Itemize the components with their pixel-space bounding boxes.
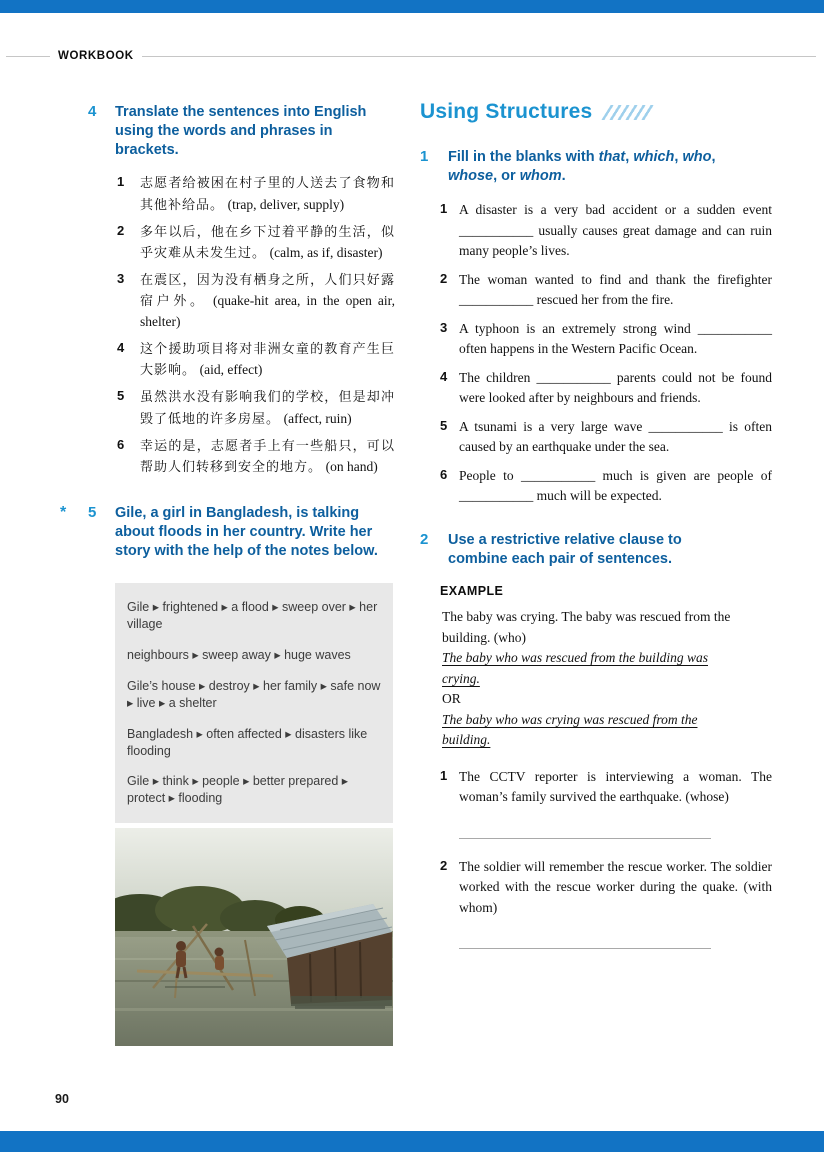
exercise-5-number: 5: [88, 503, 97, 521]
left-column: [57, 103, 395, 1046]
bottom-color-bar: [0, 1131, 824, 1152]
fill-blank-item-list: [420, 200, 772, 507]
item-number: 1: [117, 174, 125, 190]
item-text: A disaster is a very bad accident or a sudden event ___________ usually causes great damage and can ruin many people’s lives.: [459, 202, 772, 259]
example-prompt: The baby was crying. The baby was rescued from the building. (who): [442, 609, 731, 645]
hatch-decoration-icon: [602, 105, 657, 120]
exercise-1-title: Fill in the blanks with that, which, who, whose, or whom.: [448, 149, 716, 185]
translate-item: [117, 173, 395, 215]
top-color-bar: [0, 0, 824, 13]
header-rule-right: [142, 56, 816, 57]
chinese-sentence: 这个援助项目将对非洲女童的教育产生巨大影响。: [140, 342, 395, 379]
exercise-5-title: Gile, a girl in Bangladesh, is talking about floods in her country. Write her story with the help of the notes below.: [115, 504, 378, 560]
combine-item-list: [420, 767, 772, 950]
fill-blank-item: [440, 270, 772, 311]
fill-blank-item: [440, 466, 772, 507]
item-text: A typhoon is an extremely strong wind ___________ often happens in the Western Pacific Ocean.: [459, 320, 772, 357]
word-hint: (affect, ruin): [283, 410, 352, 426]
word-hint: (quake-hit area, in the open air, shelter): [140, 293, 395, 330]
note-line: Gile ▸ frightened ▸ a flood ▸ sweep over ▸ her village: [127, 600, 378, 632]
fill-blank-item: [440, 319, 772, 360]
note-line: Bangladesh ▸ often affected ▸ disasters like flooding: [127, 726, 368, 758]
exercise-2-number: 2: [420, 530, 429, 548]
optional-star: *: [60, 503, 67, 521]
header-rule-left: [6, 56, 50, 57]
item-number: 4: [117, 340, 125, 356]
story-notes-box: [115, 583, 393, 823]
fill-blank-item: [440, 417, 772, 458]
item-text: A tsunami is a very large wave ___________ is often caused by an earthquake under the sea.: [459, 418, 772, 455]
note-line: neighbours ▸ sweep away ▸ huge waves: [127, 648, 351, 663]
fill-blank-item: [440, 368, 772, 409]
item-number: 6: [117, 436, 125, 452]
fill-blank-item: [440, 200, 772, 262]
right-column: [420, 100, 772, 967]
item-text: The woman wanted to find and thank the firefighter ___________ rescued her from the fire.: [459, 271, 772, 308]
item-number: 1: [440, 767, 448, 783]
item-number: 3: [440, 319, 448, 335]
exercise-2-header: [420, 531, 772, 569]
item-number: 2: [440, 857, 448, 873]
item-text: The children ___________ parents could not be found were looked after by neighbours and friends.: [459, 369, 772, 406]
item-number: 6: [440, 466, 448, 482]
section-header: [420, 100, 772, 124]
exercise-1-header: [420, 148, 772, 186]
item-number: 4: [440, 368, 448, 384]
item-text: People to ___________ much is given are people of ___________ much will be expected.: [459, 467, 772, 504]
translate-item: [117, 387, 395, 429]
section-title: Using Structures: [420, 100, 593, 123]
chinese-sentence: 虽然洪水没有影响我们的学校，但是却冲毁了低地的许多房屋。: [140, 390, 395, 427]
exercise-4-title: Translate the sentences into English using the words and phrases in brackets.: [115, 104, 367, 159]
item-number: 5: [117, 388, 125, 404]
item-number: 2: [117, 222, 125, 238]
item-number: 1: [440, 201, 448, 217]
word-hint: (calm, as if, disaster): [269, 244, 383, 260]
chinese-sentence: 幸运的是，志愿者手上有一些船只，可以帮助人们转移到安全的地方。: [140, 438, 395, 475]
exercise-5-header: [57, 504, 395, 561]
exercise-2-title: Use a restrictive relative clause to combine each pair of sentences.: [448, 531, 682, 568]
answer-line: [459, 948, 711, 949]
word-hint: (trap, deliver, supply): [227, 196, 345, 212]
item-number: 3: [117, 270, 125, 286]
item-number: 2: [440, 270, 448, 286]
item-text: The CCTV reporter is interviewing a woman. The woman’s family survived the earthquake. (whose): [459, 768, 772, 805]
translate-item: [117, 270, 395, 333]
item-number: 5: [440, 417, 448, 433]
translate-item: [117, 222, 395, 264]
chinese-sentence: 多年以后，他在乡下过着平静的生活，似乎灾难从未发生过。: [140, 224, 395, 261]
exercise-4-number: 4: [88, 103, 97, 120]
workbook-label: WORKBOOK: [58, 50, 134, 62]
flood-village-photo: [115, 828, 393, 1046]
example-answer: The baby who was rescued from the building was crying.: [442, 650, 708, 686]
example-body: [442, 607, 734, 751]
note-line: Gile’s house ▸ destroy ▸ her family ▸ safe now ▸ live ▸ a shelter: [127, 678, 381, 710]
word-hint: (on hand): [325, 458, 378, 474]
chinese-sentence: 在震区，因为没有栖身之所，人们只好露宿户外。: [140, 272, 395, 310]
page-header: [0, 50, 824, 62]
word-hint: (aid, effect): [199, 362, 263, 378]
translate-item: [117, 339, 395, 381]
example-or: OR: [442, 691, 461, 707]
page-number: 90: [55, 1092, 69, 1106]
example-label: EXAMPLE: [440, 584, 504, 599]
combine-item: [440, 857, 772, 950]
exercise-4-header: [57, 103, 395, 160]
item-text: The soldier will remember the rescue worker. The soldier worked with the rescue worker during the quake. (with whom): [459, 858, 772, 915]
exercise-1-number: 1: [420, 148, 429, 165]
combine-item: [440, 767, 772, 839]
chinese-sentence: 志愿者给被困在村子里的人送去了食物和其他补给品。: [140, 176, 395, 213]
answer-line: [459, 838, 711, 839]
example-answer: The baby who was crying was rescued from the building.: [442, 711, 698, 748]
translate-item-list: [57, 173, 395, 478]
translate-item: [117, 436, 395, 478]
note-line: Gile ▸ think ▸ people ▸ better prepared ▸ protect ▸ flooding: [127, 774, 349, 806]
